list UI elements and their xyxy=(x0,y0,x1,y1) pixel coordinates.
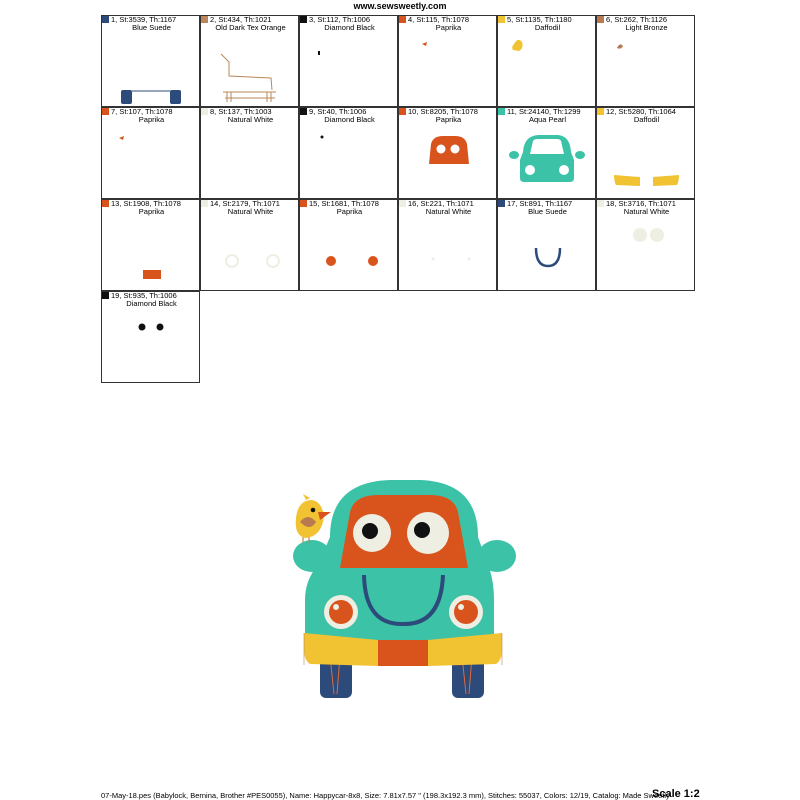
color-header-19: 19, St:935, Th:1006 xyxy=(111,291,177,300)
color-header-10: 10, St:8205, Th:1078 xyxy=(408,107,478,116)
color-header-16: 16, St:221, Th:1071 xyxy=(408,199,474,208)
color-header-13: 13, St:1908, Th:1078 xyxy=(111,199,181,208)
color-header-5: 5, St:1135, Th:1180 xyxy=(507,15,572,24)
color-header-2: 2, St:434, Th:1021 xyxy=(210,15,272,24)
color-name-14: Natural White xyxy=(227,207,274,216)
color-header-8: 8, St:137, Th:1003 xyxy=(210,107,272,116)
color-header-11: 11, St:24140, Th:1299 xyxy=(507,107,581,116)
color-header-3: 3, St:112, Th:1006 xyxy=(309,15,371,24)
color-name-2: Old Dark Tex Orange xyxy=(215,23,286,32)
scale-label: Scale 1:2 xyxy=(652,788,700,800)
color-name-18: Natural White xyxy=(623,207,670,216)
color-header-15: 15, St:1681, Th:1078 xyxy=(309,199,379,208)
color-name-7: Paprika xyxy=(138,115,165,124)
color-name-16: Natural White xyxy=(425,207,472,216)
color-header-12: 12, St:5280, Th:1064 xyxy=(606,107,676,116)
color-name-12: Daffodil xyxy=(633,115,660,124)
color-name-19: Diamond Black xyxy=(126,299,177,308)
bird-icon xyxy=(296,494,331,543)
site-url: www.sewsweetly.com xyxy=(353,1,447,11)
color-name-13: Paprika xyxy=(138,207,165,216)
color-name-5: Daffodil xyxy=(534,23,561,32)
color-header-9: 9, St:40, Th:1006 xyxy=(309,107,367,116)
color-name-6: Light Bronze xyxy=(625,23,668,32)
color-name-3: Diamond Black xyxy=(324,23,375,32)
color-header-4: 4, St:115, Th:1078 xyxy=(408,15,470,24)
color-header-7: 7, St:107, Th:1078 xyxy=(111,107,173,116)
color-name-9: Diamond Black xyxy=(324,115,375,124)
color-header-1: 1, St:3539, Th:1167 xyxy=(111,15,177,24)
color-name-10: Paprika xyxy=(435,115,462,124)
color-header-6: 6, St:262, Th:1126 xyxy=(606,15,668,24)
color-name-1: Blue Suede xyxy=(132,23,171,32)
color-name-4: Paprika xyxy=(435,23,462,32)
color-header-14: 14, St:2179, Th:1071 xyxy=(210,199,280,208)
color-header-17: 17, St:891, Th:1167 xyxy=(507,199,573,208)
color-name-15: Paprika xyxy=(336,207,363,216)
design-info-footer: 07-May-18.pes (Babylock, Bernina, Brother #PES0055), Name: Happycar-8x8, Size: 7.81x7.57 " (198.3x192.3 mm), Stitches: 55037, Colors: 12/19, Catalog: Made Sweetly xyxy=(101,791,670,800)
color-header-18: 18, St:3716, Th:1071 xyxy=(606,199,676,208)
color-name-17: Blue Suede xyxy=(528,207,567,216)
color-name-11: Aqua Pearl xyxy=(528,115,567,124)
color-name-8: Natural White xyxy=(227,115,274,124)
